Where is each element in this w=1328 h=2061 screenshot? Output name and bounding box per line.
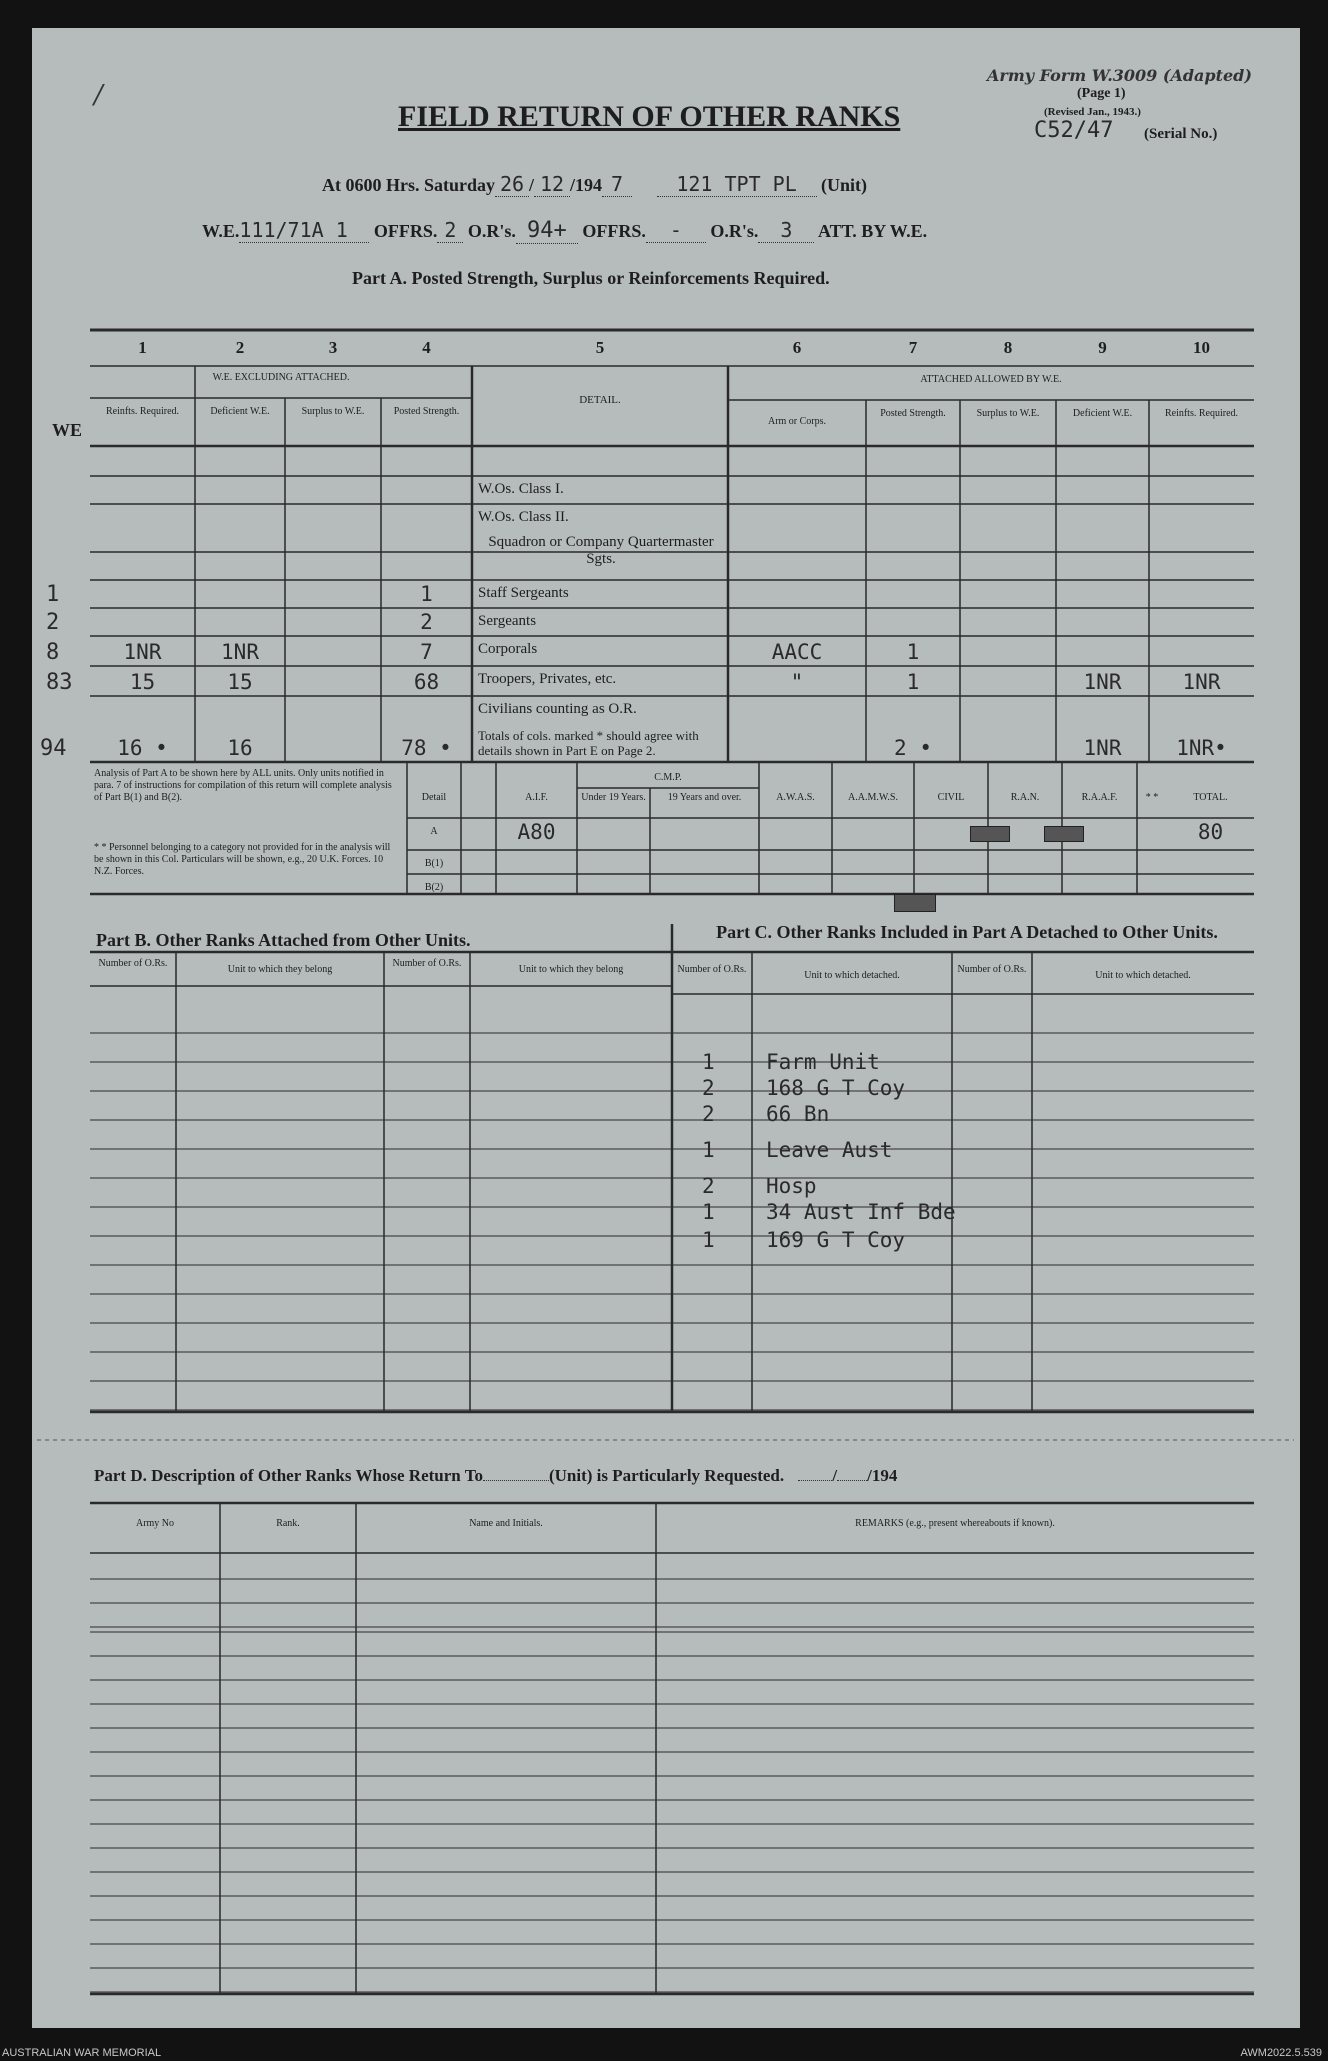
column-number: 4 — [422, 338, 431, 357]
column-number: 5 — [595, 338, 605, 357]
detail-label: W.Os. Class I. — [478, 481, 564, 497]
detail-label: Staff Sergeants — [478, 585, 569, 601]
cell-c1: 16 • — [117, 736, 168, 760]
detail-label: Troopers, Privates, etc. — [478, 671, 617, 687]
column-number: 3 — [328, 338, 338, 357]
column-number: 2 — [235, 338, 245, 357]
ors2-value: 3 — [758, 218, 814, 243]
detached-count: 1 — [702, 1050, 715, 1074]
cell-c7: 1 — [906, 670, 920, 694]
ors2-label: O.R's. — [710, 221, 759, 241]
year-digit: 7 — [602, 172, 632, 197]
cell-c4: 1 — [420, 582, 433, 606]
b-hdr-num1: Number of O.Rs. — [98, 958, 168, 969]
we-value: 111/71A 1 — [239, 218, 369, 243]
hdr-c6: Arm or Corps. — [767, 416, 827, 427]
margin-count: 1 — [46, 582, 60, 607]
cell-c6: AACC — [771, 640, 823, 664]
attached-label: ATTACHED ALLOWED BY W.E. — [920, 374, 1062, 385]
an-cmp: C.M.P. — [654, 772, 682, 783]
margin-mark: / — [94, 80, 103, 110]
hdr-c7: Posted Strength. — [880, 408, 946, 419]
cell-c2: 16 — [227, 736, 253, 760]
ors-label: O.R's. — [467, 221, 516, 241]
column-number: 6 — [792, 338, 802, 357]
detached-unit: Leave Aust — [766, 1138, 893, 1162]
detached-count: 1 — [702, 1228, 715, 1252]
cell-c1: 1NR — [123, 640, 162, 664]
date-day: 26 — [495, 172, 529, 197]
redacted-block — [970, 826, 1010, 842]
analysis-note2: * * Personnel belonging to a category not provided for in the analysis will be shown in this Col. Particulars will be shown, e.g., 20 U.K. Forces. 10 N.Z. Forces. — [94, 842, 391, 877]
detached-count: 1 — [702, 1138, 715, 1162]
d-hdr-remarks: REMARKS (e.g., present whereabouts if known). — [855, 1518, 1055, 1529]
d-hdr-army: Army No — [135, 1518, 175, 1529]
hdr-c10: Reinfts. Required. — [1164, 408, 1239, 419]
year-prefix: /194 — [570, 175, 603, 195]
page-title: FIELD RETURN OF OTHER RANKS — [398, 100, 901, 133]
part-d-title: Part D. Description of Other Ranks Whose Return To (Unit) is Particularly Requested. / /194 — [94, 1466, 898, 1485]
cell-c4: 2 — [420, 610, 433, 634]
date-prefix: At 0600 Hrs. Saturday — [322, 175, 496, 195]
c-hdr-num1: Number of O.Rs. — [677, 964, 747, 975]
hdr-c9: Deficient W.E. — [1072, 408, 1133, 419]
date-line: At 0600 Hrs. Saturday 26 / 12 /194 7 121 TPT PL (Unit) — [322, 172, 868, 196]
c-hdr-unit2: Unit to which detached. — [1095, 970, 1191, 981]
date-month: 12 — [534, 172, 570, 197]
ors-value: 94+ — [516, 218, 578, 244]
detached-unit: 169 G T Coy — [766, 1228, 906, 1252]
we-margin: WE — [52, 420, 83, 440]
form-sheet — [32, 28, 1300, 2028]
detached-unit: 34 Aust Inf Bde — [766, 1200, 956, 1224]
part-d-grid — [32, 1628, 1300, 2028]
an-under19: Under 19 Years. — [581, 792, 646, 803]
analysis-aif: A80 — [517, 820, 556, 844]
cell-c7: 1 — [906, 640, 920, 664]
b-hdr-num2: Number of O.Rs. — [392, 958, 462, 969]
analysis-row-label: A — [430, 826, 438, 837]
margin-count: 2 — [46, 610, 60, 635]
analysis-row-label: B(2) — [424, 882, 444, 893]
c-hdr-unit1: Unit to which detached. — [804, 970, 900, 981]
detached-count: 2 — [702, 1174, 715, 1198]
detached-unit: 66 Bn — [766, 1102, 830, 1126]
cell-c10: 1NR — [1182, 670, 1221, 694]
d-hdr-rank: Rank. — [276, 1518, 300, 1529]
detail-label: Totals of cols. marked * should agree with details shown in Part E on Page 2. — [478, 728, 699, 758]
hdr-c1: Reinfts. Required. — [105, 406, 180, 417]
column-number: 1 — [138, 338, 147, 357]
an-raaf: R.A.A.F. — [1081, 792, 1118, 803]
b-hdr-unit2: Unit to which they belong — [518, 964, 624, 975]
offrs-label: OFFRS. — [373, 221, 438, 241]
cell-c10: 1NR• — [1176, 736, 1227, 760]
we-excl-label: W.E. EXCLUDING ATTACHED. — [212, 372, 350, 383]
cell-c2: 1NR — [221, 640, 259, 664]
analysis-note: Analysis of Part A to be shown here by ALL units. Only units notified in para. 7 of instructions for compilation of this return will complete analysis of Part B(1) and B(2). — [94, 768, 392, 803]
detached-unit: Hosp — [766, 1174, 817, 1198]
detached-count: 1 — [702, 1200, 715, 1224]
hdr-c2: Deficient W.E. — [210, 406, 270, 417]
cell-c4: 68 — [413, 670, 440, 694]
offrs-value: 2 — [437, 218, 463, 243]
an-over19: 19 Years and over. — [667, 792, 742, 803]
offrs2-label: OFFRS. — [582, 221, 646, 241]
unit-label: (Unit) — [821, 175, 868, 195]
hdr-c8: Surplus to W.E. — [976, 408, 1040, 419]
detached-unit: Farm Unit — [766, 1050, 880, 1074]
offrs2-value: - — [646, 218, 706, 243]
form-id: Army Form W.3009 (Adapted) — [987, 66, 1252, 85]
an-civil: CIVIL — [937, 792, 965, 803]
cell-c9: 1NR — [1083, 736, 1122, 760]
b-hdr-unit1: Unit to which they belong — [227, 964, 333, 975]
part-a-grid — [32, 28, 1300, 1628]
part-c-title: Part C. Other Ranks Included in Part A Detached to Other Units. — [716, 922, 1218, 942]
d-hdr-name: Name and Initials. — [469, 1518, 543, 1529]
cell-c2: 15 — [227, 670, 253, 694]
part-a-title: Part A. Posted Strength, Surplus or Reinforcements Required. — [352, 268, 830, 288]
detail-label: DETAIL. — [579, 394, 621, 406]
margin-count: 8 — [46, 640, 60, 665]
cell-c6: " — [790, 670, 804, 694]
detail-label: Squadron or Company Quartermaster Sgts. — [488, 534, 714, 567]
cell-c4: 78 • — [401, 736, 452, 760]
unit-value: 121 TPT PL — [657, 172, 817, 197]
part-d-title-a: Part D. Description of Other Ranks Whose Return To — [94, 1466, 483, 1485]
cell-c1: 15 — [129, 670, 156, 694]
we-label: W.E. — [202, 221, 240, 241]
redacted-block — [1044, 826, 1084, 842]
serial-value: C52/47 — [1034, 118, 1114, 143]
serial-label: (Serial No.) — [1144, 126, 1218, 142]
an-awas: A.W.A.S. — [776, 792, 815, 803]
cell-c4: 7 — [420, 640, 433, 664]
column-number: 7 — [908, 338, 918, 357]
an-ran: R.A.N. — [1010, 792, 1040, 803]
c-hdr-num2: Number of O.Rs. — [957, 964, 1027, 975]
part-b-title: Part B. Other Ranks Attached from Other Units. — [96, 930, 471, 950]
hdr-c3: Surplus to W.E. — [301, 406, 365, 417]
form-revised: (Revised Jan., 1943.) — [1044, 106, 1141, 118]
cell-c9: 1NR — [1083, 670, 1122, 694]
detached-count: 2 — [702, 1076, 715, 1100]
detail-label: W.Os. Class II. — [478, 509, 569, 525]
margin-count: 83 — [46, 670, 73, 695]
redacted-block — [894, 894, 936, 912]
detail-label: Sergeants — [478, 613, 537, 629]
an-detail: Detail — [421, 792, 447, 803]
detached-unit: 168 G T Coy — [766, 1076, 906, 1100]
detail-label: Corporals — [478, 641, 538, 657]
an-total: TOTAL. — [1193, 792, 1228, 803]
analysis-total: 80 — [1197, 820, 1224, 844]
footer-left: AUSTRALIAN WAR MEMORIAL — [2, 2047, 162, 2059]
an-stars: * * — [1145, 792, 1159, 803]
column-number: 9 — [1098, 338, 1107, 357]
att-label: ATT. BY W.E. — [817, 221, 928, 241]
analysis-row-label: B(1) — [424, 858, 444, 869]
detail-label: Civilians counting as O.R. — [478, 701, 637, 717]
footer-right: AWM2022.5.539 — [1240, 2047, 1322, 2059]
form-page: (Page 1) — [1077, 86, 1126, 101]
column-number: 10 — [1193, 338, 1210, 357]
an-aamws: A.A.M.W.S. — [848, 792, 898, 803]
an-aif: A.I.F. — [525, 792, 548, 803]
part-d-title-c: /194 — [867, 1466, 898, 1485]
detached-count: 2 — [702, 1102, 715, 1126]
cell-c7: 2 • — [894, 736, 932, 760]
part-d-title-b: (Unit) is Particularly Requested. — [548, 1466, 785, 1485]
hdr-c4: Posted Strength. — [393, 406, 460, 417]
column-number: 8 — [1003, 338, 1013, 357]
margin-count: 94 — [40, 736, 67, 761]
